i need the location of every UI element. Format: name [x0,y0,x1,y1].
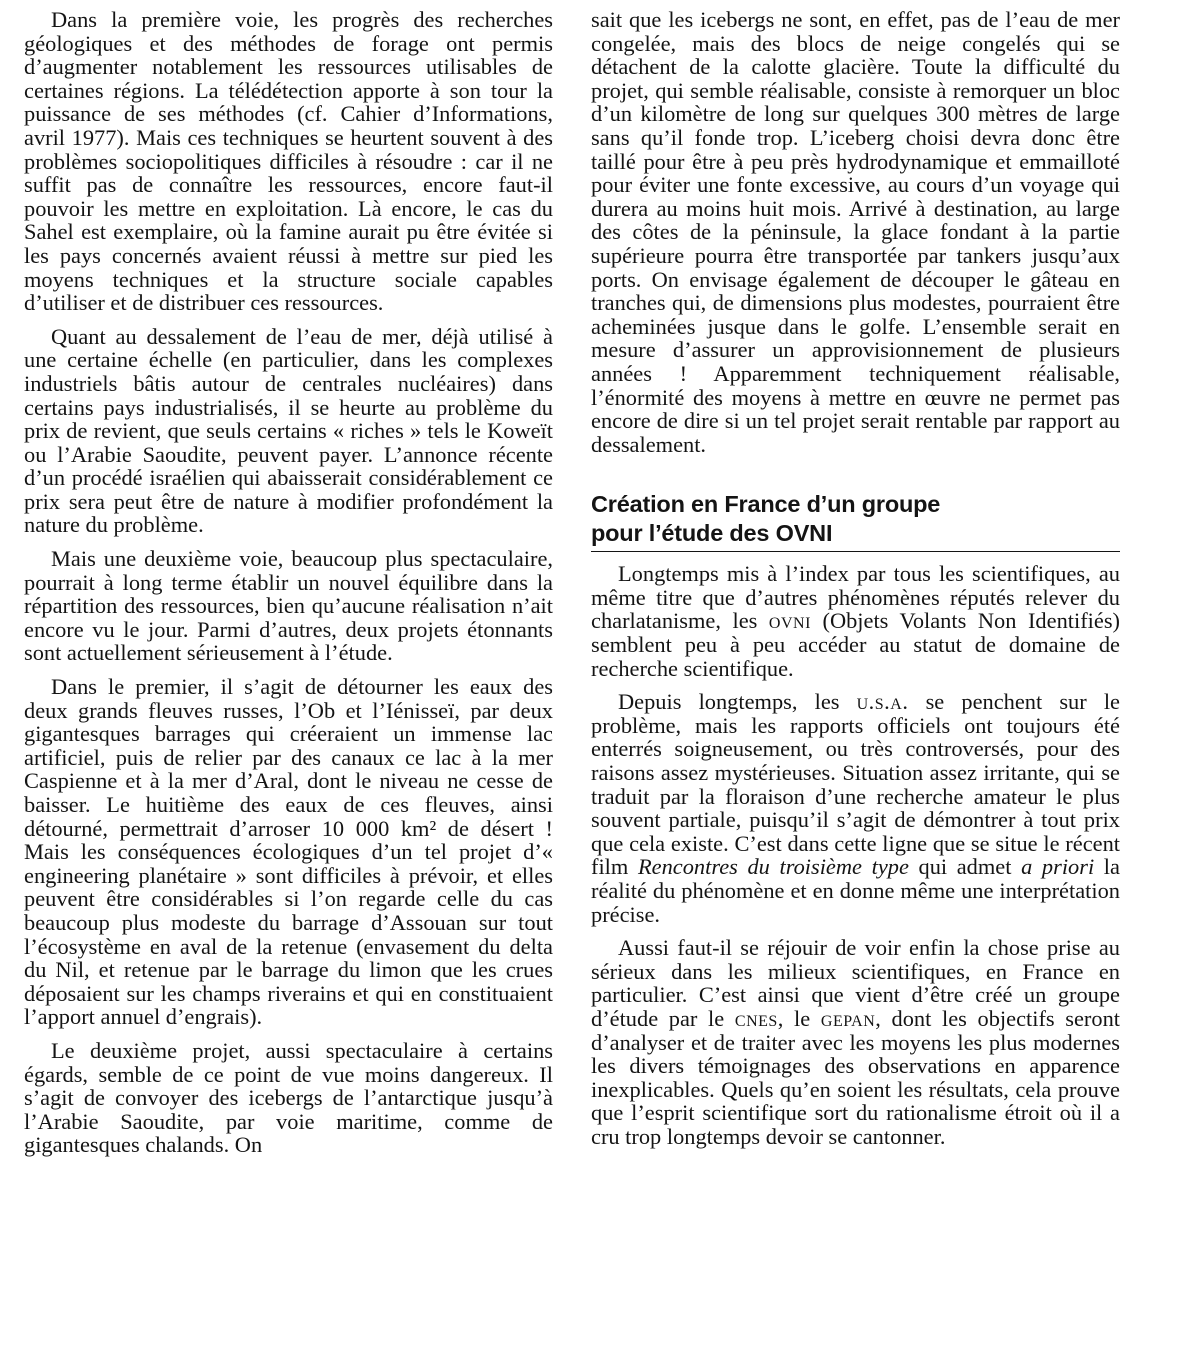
paragraph-iceberg-continued: sait que les icebergs ne sont, en effet, pas de l’eau de mer congelée, mais des blocs de neige congelés qui se détachent de la calotte glacière. Toute la difficulté du projet, qui semble réalisable, consiste à remorquer un bloc d’un kilomètre de long sur quelques 300 mètres de large sans qu’il fonde trop. L’iceberg choisi devra donc être taillé pour être à peu près hydrodynamique et emmailloté pour éviter une fonte excessive, au cours d’un voyage qui durera au moins huit mois. Arrivé à destination, au large des côtes de la péninsule, la glace fondant à la partie supérieure pourra être transportée par tankers jusqu’aux ports. On envisage également de découper le gâteau en tranches qui, de dimensions plus modestes, pourraient être acheminées jusque dans le golfe. L’ensemble serait en mesure d’assurer un approvisionnement de plusieurs années ! Apparemment techniquement réalisable, l’énormité des moyens à mettre en œuvre ne permet pas encore de dire si un tel projet serait rentable par rapport au dessalement. [591,7,1120,457]
abbr-usa: u.s.a. [856,689,909,715]
text-segment: , le [777,1005,811,1031]
paragraph-second-way: Mais une deuxième voie, beaucoup plus spectaculaire, pourrait à long terme établir un nouvel équilibre dans la répartition des ressources, bien qu’aucune réalisation n’ait encore vu le jour. Parmi d’autres, deux projets étonnants sont actuellement sérieusement à l’étude. [24,546,553,666]
abbr-ovni: ovni [768,608,811,634]
abbr-gepan: gepan [820,1005,876,1031]
text-segment: Aussi faut-il se réjouir de voir enfin la chose prise au sérieux dans les milieux scientifiques, en France en particulier. C’est ainsi que vient d’être créé un groupe d’étude par le [591,935,1120,1031]
paragraph-france-group [591,936,1120,1148]
latin-phrase: a priori [1021,854,1095,880]
film-title: Rencontres du troisième type [637,854,909,880]
paragraph-siberian-rivers-project: Dans le premier, il s’agit de détourner les eaux des deux grands fleuves russes, l’Ob et l’Iénisseï, par deux gigantesques barrages qui créeraient un immense lac artificiel, puis de relier par des canaux ce lac à la mer Caspienne et à la mer d’Aral, dont le niveau ne cesse de baisser. Le huitième des eaux de ces fleuves, ainsi détourné, permettrait d’arroser 10 000 km² de désert ! Mais les conséquences écologiques d’un tel projet d’« engineering planétaire » sont difficiles à prévoir, et elles peuvent être considérables si l’on regarde celle du cas beaucoup plus modeste du barrage d’Assouan sur tout l’écosystème en aval de la retenue (envasement du delta du Nil, et retenue par le barrage du limon que les crues déposaient sur les champs riverains et qui en constituaient l’apport annuel d’engrais). [24,674,553,1030]
paragraph-geological-research: Dans la première voie, les progrès des recherches géologiques et des méthodes de forage ont permis d’augmenter notablement les ressources utilisables de certaines régions. La télédétection apporte à son tour la puissance de ses méthodes (cf. Cahier d’Informations, avril 1977). Mais ces techniques se heurtent souvent à des problèmes sociopolitiques difficiles à résoudre : car il ne suffit pas de connaître les ressources, encore faut-il pouvoir les mettre en exploitation. Là encore, le cas du Sahel est exemplaire, où la famine aurait pu être évitée si les pays concernés avaient réussi à mettre sur pied les moyens techniques et la structure sociale capables d’utiliser et de distribuer ces ressources. [24,7,553,316]
paragraph-ovni-intro [591,562,1120,680]
paragraph-usa-research [591,690,1120,926]
section-heading-ovni [591,490,1120,552]
text-segment: (Objets Volants Non Identifiés) semblent peu à peu accéder au statut de domaine de recherche scientifique. [591,608,1120,681]
heading-line-1: Création en France d’un groupe [591,491,941,518]
text-segment: se penchent sur le problème, mais les rapports officiels ont toujours été enterrés soigneusement, ou très controversés, pour des raisons assez mystérieuses. Situation assez irritante, qui se traduit par la floraison d’une recherche amateur le plus souvent partiale, puisqu’il s’agit de démontrer à tout prix que cela existe. C’est dans cette ligne que se situe le récent film [591,689,1120,880]
abbr-cnes: cnes [734,1005,778,1031]
paragraph-desalination: Quant au dessalement de l’eau de mer, déjà utilisé à une certaine échelle (en particulier, dans les complexes industriels bâtis autour de centrales nucléaires) dans certains pays industrialisés, il se heurte au problème du prix de revient, que seuls certains « riches » tels le Koweït ou l’Arabie Saoudite, peuvent payer. L’annonce récente d’un procédé israélien qui abaisserait considérablement ce prix sera peut être de nature à modifier profondément la nature du problème. [24,323,553,538]
text-segment: , dont les objectifs seront d’analyser et de traiter avec les moyens les plus modernes les divers témoignages des observations en apparence inexplicables. Quels qu’en soient les résultats, cela prouve que l’esprit scientifique sort du rationalisme étroit où il a cru trop longtemps devoir se cantonner. [591,1005,1120,1149]
paragraph-iceberg-project: Le deuxième projet, aussi spectaculaire à certains égards, semble de ce point de vue moins dangereux. Il s’agit de convoyer des icebergs de l’antarctique jusqu’à l’Arabie Saoudite, par voie maritime, comme de gigantesques chalands. On [24,1037,553,1158]
text-segment: la réalité du phénomène et en donne même une interprétation précise. [591,854,1120,927]
right-column [591,8,1120,1159]
text-segment: Depuis longtemps, les [618,689,840,715]
left-column [24,8,553,1167]
text-segment: qui admet [918,854,1012,880]
heading-line-2: pour l’étude des OVNI [591,520,833,547]
text-segment: Longtemps mis à l’index par tous les scientifiques, au même titre que d’autres phénomènes réputés relever du charlatanisme, les [591,561,1120,634]
